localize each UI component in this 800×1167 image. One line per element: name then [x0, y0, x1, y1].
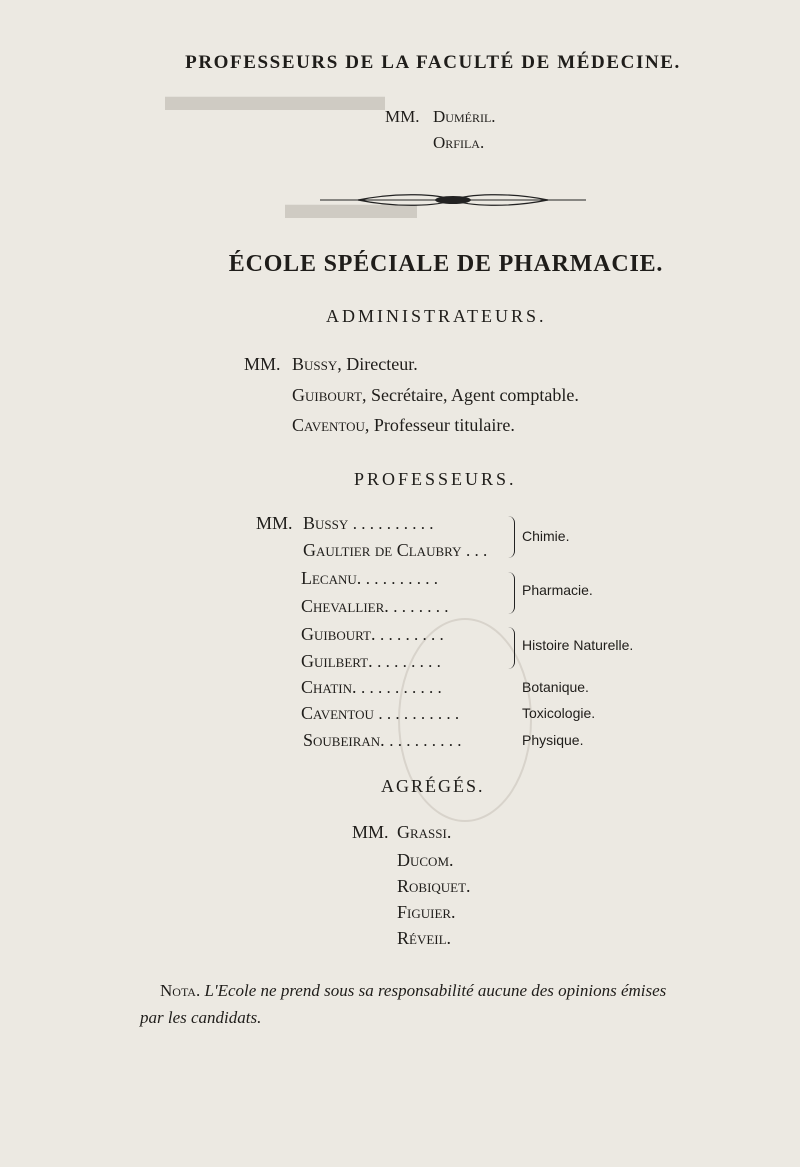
- dot-leader: . . . . . . . . . .: [352, 514, 434, 533]
- brace-chimie: [508, 516, 515, 558]
- professor-row: [303, 540, 487, 561]
- dot-leader: . . . . . . . . . .: [378, 704, 460, 723]
- professor-row: [303, 730, 461, 751]
- dot-leader: . . . . . . . . .: [389, 731, 462, 750]
- faculty-professor: Duméril.: [433, 107, 496, 126]
- professor-name: Soubeiran.: [303, 730, 385, 750]
- nota-label: Nota.: [160, 981, 201, 1000]
- professor-row: [301, 568, 438, 589]
- dot-leader: . . .: [465, 541, 488, 560]
- subject-label: Pharmacie.: [522, 582, 593, 598]
- dot-leader: . . . . . . . .: [380, 625, 444, 644]
- administrator-role: , Directeur.: [337, 354, 418, 374]
- professors-heading: PROFESSEURS.: [354, 469, 517, 489]
- professor-row: [303, 513, 434, 534]
- bleed-through-mark: ▬▬▬▬▬: [165, 71, 385, 120]
- subject-label: Toxicologie.: [522, 705, 596, 721]
- subject-label: Histoire Naturelle.: [522, 637, 634, 653]
- administrator-row: [292, 385, 579, 406]
- subject-label: Chimie.: [522, 528, 570, 544]
- professor-name: Chatin.: [301, 677, 357, 697]
- professors-mm-label: MM.: [256, 513, 293, 533]
- dot-leader: . . . . . . . . . .: [361, 678, 442, 697]
- dot-leader: . . . . . . . . .: [365, 569, 439, 588]
- professor-name: Chevallier.: [301, 596, 389, 616]
- professor-row: [301, 596, 449, 617]
- brace-pharmacie: [508, 572, 515, 614]
- professor-row: [301, 624, 444, 645]
- nota-text-continued: par les candidats.: [140, 1008, 262, 1027]
- agrege-name: Ducom.: [397, 850, 454, 870]
- agreges-mm-label: MM.: [352, 822, 389, 842]
- nota-line: [160, 981, 666, 1001]
- faculty-mm-label: MM.: [385, 107, 420, 126]
- ornamental-rule: [318, 186, 588, 214]
- administrator-name: Guibourt: [292, 385, 362, 405]
- administrators-mm-label: MM.: [244, 354, 281, 374]
- administrator-name: Bussy: [292, 354, 338, 374]
- agrege-name: Figuier.: [397, 902, 456, 922]
- professor-name: Guilbert.: [301, 651, 373, 671]
- professor-name: Bussy: [303, 513, 349, 533]
- subject-label: Botanique.: [522, 679, 589, 695]
- professor-name: Gaultier de Claubry: [303, 540, 462, 560]
- bleed-through-mark: ▬▬▬: [285, 179, 417, 228]
- faculty-title: PROFESSEURS DE LA FACULTÉ DE MÉDECINE.: [185, 52, 681, 73]
- professor-row: [301, 677, 442, 698]
- administrator-row: [292, 354, 418, 375]
- professor-name: Lecanu.: [301, 568, 362, 588]
- brace-histoire-naturelle: [508, 627, 515, 669]
- subject-label: Physique.: [522, 732, 584, 748]
- faculty-professor: Orfila.: [433, 133, 485, 152]
- dot-leader: . . . . . . .: [393, 597, 449, 616]
- administrators-heading: ADMINISTRATEURS.: [326, 306, 547, 326]
- agreges-heading: AGRÉGÉS.: [381, 776, 485, 796]
- administrator-role: , Professeur titulaire.: [364, 415, 515, 435]
- administrator-row: [292, 415, 515, 436]
- administrator-role: , Secrétaire, Agent comptable.: [362, 385, 579, 405]
- administrator-name: Caventou: [292, 415, 365, 435]
- professor-row: [301, 703, 459, 724]
- agrege-name: Réveil.: [397, 928, 452, 948]
- school-title: ÉCOLE SPÉCIALE DE PHARMACIE.: [228, 251, 664, 277]
- professor-name: Guibourt.: [301, 624, 376, 644]
- agrege-name: Robiquet.: [397, 876, 471, 896]
- agrege-name: Grassi.: [397, 822, 452, 842]
- nota-text: L'Ecole ne prend sous sa responsabilité aucune des opinions émises: [204, 981, 667, 1000]
- professor-row: [301, 651, 441, 672]
- dot-leader: . . . . . . . .: [377, 652, 441, 671]
- professor-name: Caventou: [301, 703, 374, 723]
